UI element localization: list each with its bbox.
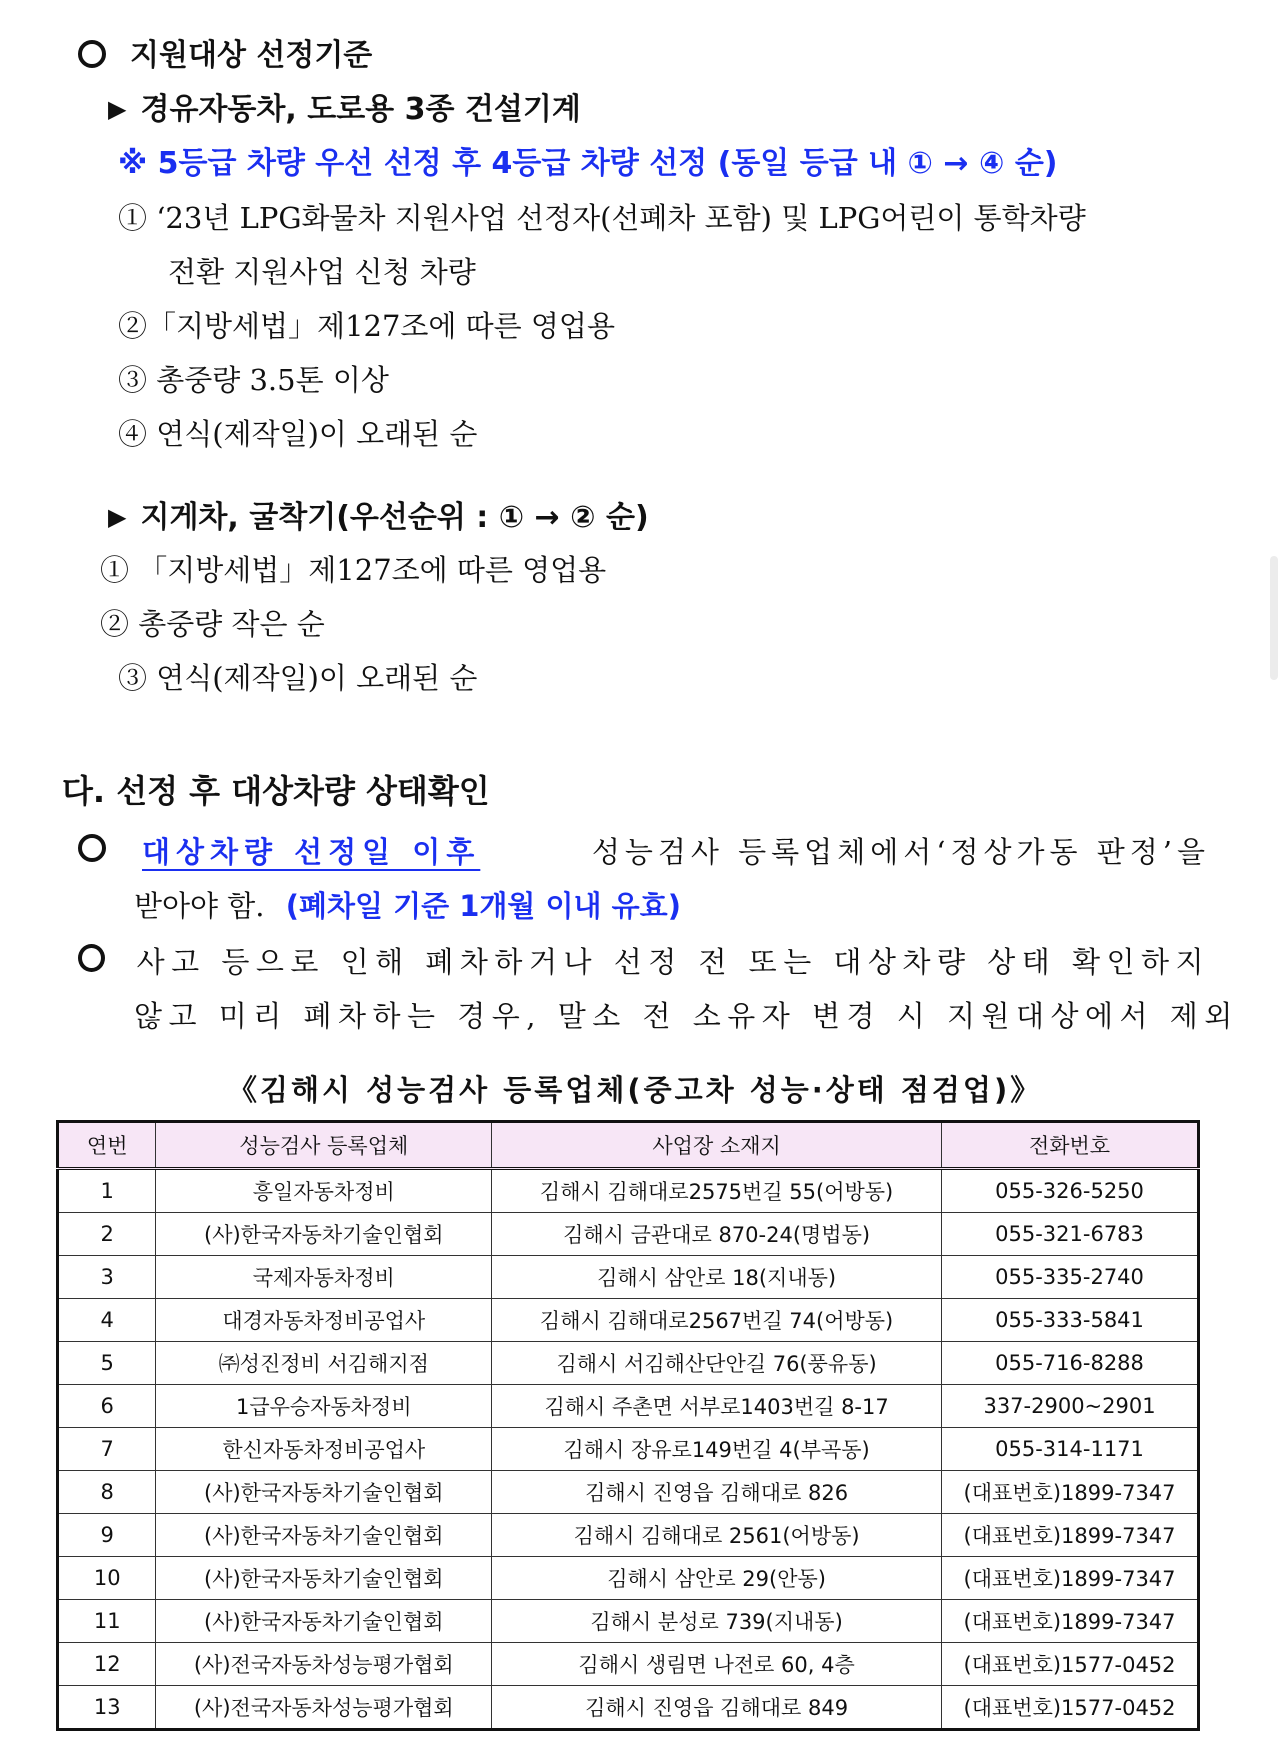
cell-address: 김해시 김해대로 2561(어방동) [492, 1514, 942, 1557]
group1-note: ※ 5등급 차량 우선 선정 후 4등급 차량 선정 (동일 등급 내 ① → ④ 순) [118, 146, 1058, 181]
header-vendor: 성능검사 등록업체 [156, 1122, 492, 1169]
cell-vendor: (사)한국자동차기술인협회 [156, 1471, 492, 1514]
cell-address: 김해시 삼안로 18(지내동) [492, 1256, 942, 1299]
criteria-heading-text: 지원대상 선정기준 [130, 38, 373, 73]
circle-bullet-icon [78, 944, 105, 972]
cell-vendor: ㈜성진정비 서김해지점 [156, 1342, 492, 1385]
group1-item-1-text: ① ‘23년 LPG화물차 지원사업 선정자(선폐차 포함) 및 LPG어린이 통학차량 [118, 201, 1086, 235]
group1-item-1-cont: 전환 지원사업 신청 차량 [168, 255, 476, 289]
group1-item-3: ③ 총중량 3.5톤 이상 [118, 363, 389, 397]
table-caption: 《김해시 성능검사 등록업체(중고차 성능·상태 점검업)》 [228, 1073, 1043, 1107]
table-row [58, 1557, 1199, 1600]
section-para1-line2 [134, 884, 681, 925]
group2-item-2: ② 총중량 작은 순 [100, 607, 325, 641]
group1-title [108, 84, 581, 128]
cell-phone: (대표번호)1899-7347 [942, 1471, 1199, 1514]
cell-address: 김해시 삼안로 29(안동) [492, 1557, 942, 1600]
cell-vendor: 국제자동차정비 [156, 1256, 492, 1299]
cell-vendor: (사)전국자동차성능평가협회 [156, 1686, 492, 1730]
cell-phone: 055-335-2740 [942, 1256, 1199, 1299]
cell-phone: (대표번호)1899-7347 [942, 1514, 1199, 1557]
cell-no: 6 [58, 1385, 156, 1428]
table-row [58, 1471, 1199, 1514]
table-row [58, 1256, 1199, 1299]
table-row [58, 1169, 1199, 1213]
cell-no: 9 [58, 1514, 156, 1557]
triangle-bullet-icon: ▶ [108, 503, 127, 531]
group2-item-1: ① 「지방세법」제127조에 따른 영업용 [100, 553, 607, 587]
table-row [58, 1428, 1199, 1471]
header-address: 사업장 소재지 [492, 1122, 942, 1169]
circle-bullet-icon [78, 834, 106, 862]
section-para2-line1 [78, 940, 1210, 981]
vertical-scrollbar[interactable] [1270, 556, 1278, 680]
group1-item-4: ④ 연식(제작일)이 오래된 순 [118, 417, 478, 451]
cell-phone: (대표번호)1577-0452 [942, 1643, 1199, 1686]
group2-item-3: ③ 연식(제작일)이 오래된 순 [118, 661, 478, 695]
cell-vendor: (사)전국자동차성능평가협회 [156, 1643, 492, 1686]
cell-phone: 055-321-6783 [942, 1213, 1199, 1256]
table-header-row [58, 1122, 1199, 1169]
cell-no: 7 [58, 1428, 156, 1471]
cell-no: 12 [58, 1643, 156, 1686]
cell-address: 김해시 생림면 나전로 60, 4층 [492, 1643, 942, 1686]
section-para2-line2: 않고 미리 폐차하는 경우, 말소 전 소유자 변경 시 지원대상에서 제외 [134, 999, 1239, 1033]
triangle-bullet-icon: ▶ [108, 95, 127, 123]
cell-phone: 055-716-8288 [942, 1342, 1199, 1385]
cell-no: 11 [58, 1600, 156, 1643]
cell-address: 김해시 주촌면 서부로1403번길 8-17 [492, 1385, 942, 1428]
vendor-table [56, 1120, 1200, 1731]
group2-title [108, 492, 649, 536]
cell-phone: (대표번호)1899-7347 [942, 1600, 1199, 1643]
criteria-heading [78, 30, 372, 74]
cell-no: 10 [58, 1557, 156, 1600]
cell-no: 2 [58, 1213, 156, 1256]
section-para1-line1 [78, 830, 1210, 871]
cell-vendor: (사)한국자동차기술인협회 [156, 1600, 492, 1643]
cell-no: 13 [58, 1686, 156, 1730]
header-no: 연번 [58, 1122, 156, 1169]
cell-phone: 055-314-1171 [942, 1428, 1199, 1471]
cell-phone: 055-326-5250 [942, 1169, 1199, 1213]
para1-validity-text: (폐차일 기준 1개월 이내 유효) [285, 889, 681, 923]
group1-title-text: 경유자동차, 도로용 3종 건설기계 [140, 92, 581, 127]
group1-item-1 [118, 196, 1210, 237]
para1-line2-text: 받아야 함. [134, 889, 265, 923]
cell-phone: (대표번호)1577-0452 [942, 1686, 1199, 1730]
table-row [58, 1342, 1199, 1385]
circle-bullet-icon [78, 40, 106, 68]
cell-address: 김해시 서김해산단안길 76(풍유동) [492, 1342, 942, 1385]
cell-no: 4 [58, 1299, 156, 1342]
cell-vendor: (사)한국자동차기술인협회 [156, 1213, 492, 1256]
group1-item-2: ②「지방세법」제127조에 따른 영업용 [118, 309, 615, 343]
cell-address: 김해시 분성로 739(지내동) [492, 1600, 942, 1643]
table-row [58, 1514, 1199, 1557]
cell-address: 김해시 금관대로 870-24(명법동) [492, 1213, 942, 1256]
cell-phone: 337-2900~2901 [942, 1385, 1199, 1428]
cell-address: 김해시 장유로149번길 4(부곡동) [492, 1428, 942, 1471]
table-row [58, 1686, 1199, 1730]
highlight-text: 대상차량 선정일 이후 [142, 835, 481, 869]
table-row [58, 1643, 1199, 1686]
cell-vendor: 흥일자동차정비 [156, 1169, 492, 1213]
cell-no: 8 [58, 1471, 156, 1514]
cell-vendor: (사)한국자동차기술인협회 [156, 1557, 492, 1600]
header-phone: 전화번호 [942, 1122, 1199, 1169]
cell-address: 김해시 김해대로2575번길 55(어방동) [492, 1169, 942, 1213]
cell-vendor: 1급우승자동차정비 [156, 1385, 492, 1428]
table-row [58, 1385, 1199, 1428]
cell-no: 5 [58, 1342, 156, 1385]
cell-vendor: 한신자동차정비공업사 [156, 1428, 492, 1471]
cell-address: 김해시 진영읍 김해대로 849 [492, 1686, 942, 1730]
cell-phone: (대표번호)1899-7347 [942, 1557, 1199, 1600]
cell-vendor: (사)한국자동차기술인협회 [156, 1514, 492, 1557]
table-row [58, 1299, 1199, 1342]
cell-no: 3 [58, 1256, 156, 1299]
cell-vendor: 대경자동차정비공업사 [156, 1299, 492, 1342]
group2-title-text: 지게차, 굴착기(우선순위 : ① → ② 순) [140, 500, 649, 535]
para2-line1-text: 사고 등으로 인해 폐차하거나 선정 전 또는 대상차량 상태 확인하지 [136, 945, 1210, 979]
cell-phone: 055-333-5841 [942, 1299, 1199, 1342]
cell-address: 김해시 진영읍 김해대로 826 [492, 1471, 942, 1514]
table-row [58, 1213, 1199, 1256]
table-row [58, 1600, 1199, 1643]
section-title: 다. 선정 후 대상차량 상태확인 [62, 772, 490, 810]
para1-rest-text: 성능검사 등록업체에서‘정상가동 판정’을 [591, 835, 1210, 869]
cell-no: 1 [58, 1169, 156, 1213]
cell-address: 김해시 김해대로2567번길 74(어방동) [492, 1299, 942, 1342]
